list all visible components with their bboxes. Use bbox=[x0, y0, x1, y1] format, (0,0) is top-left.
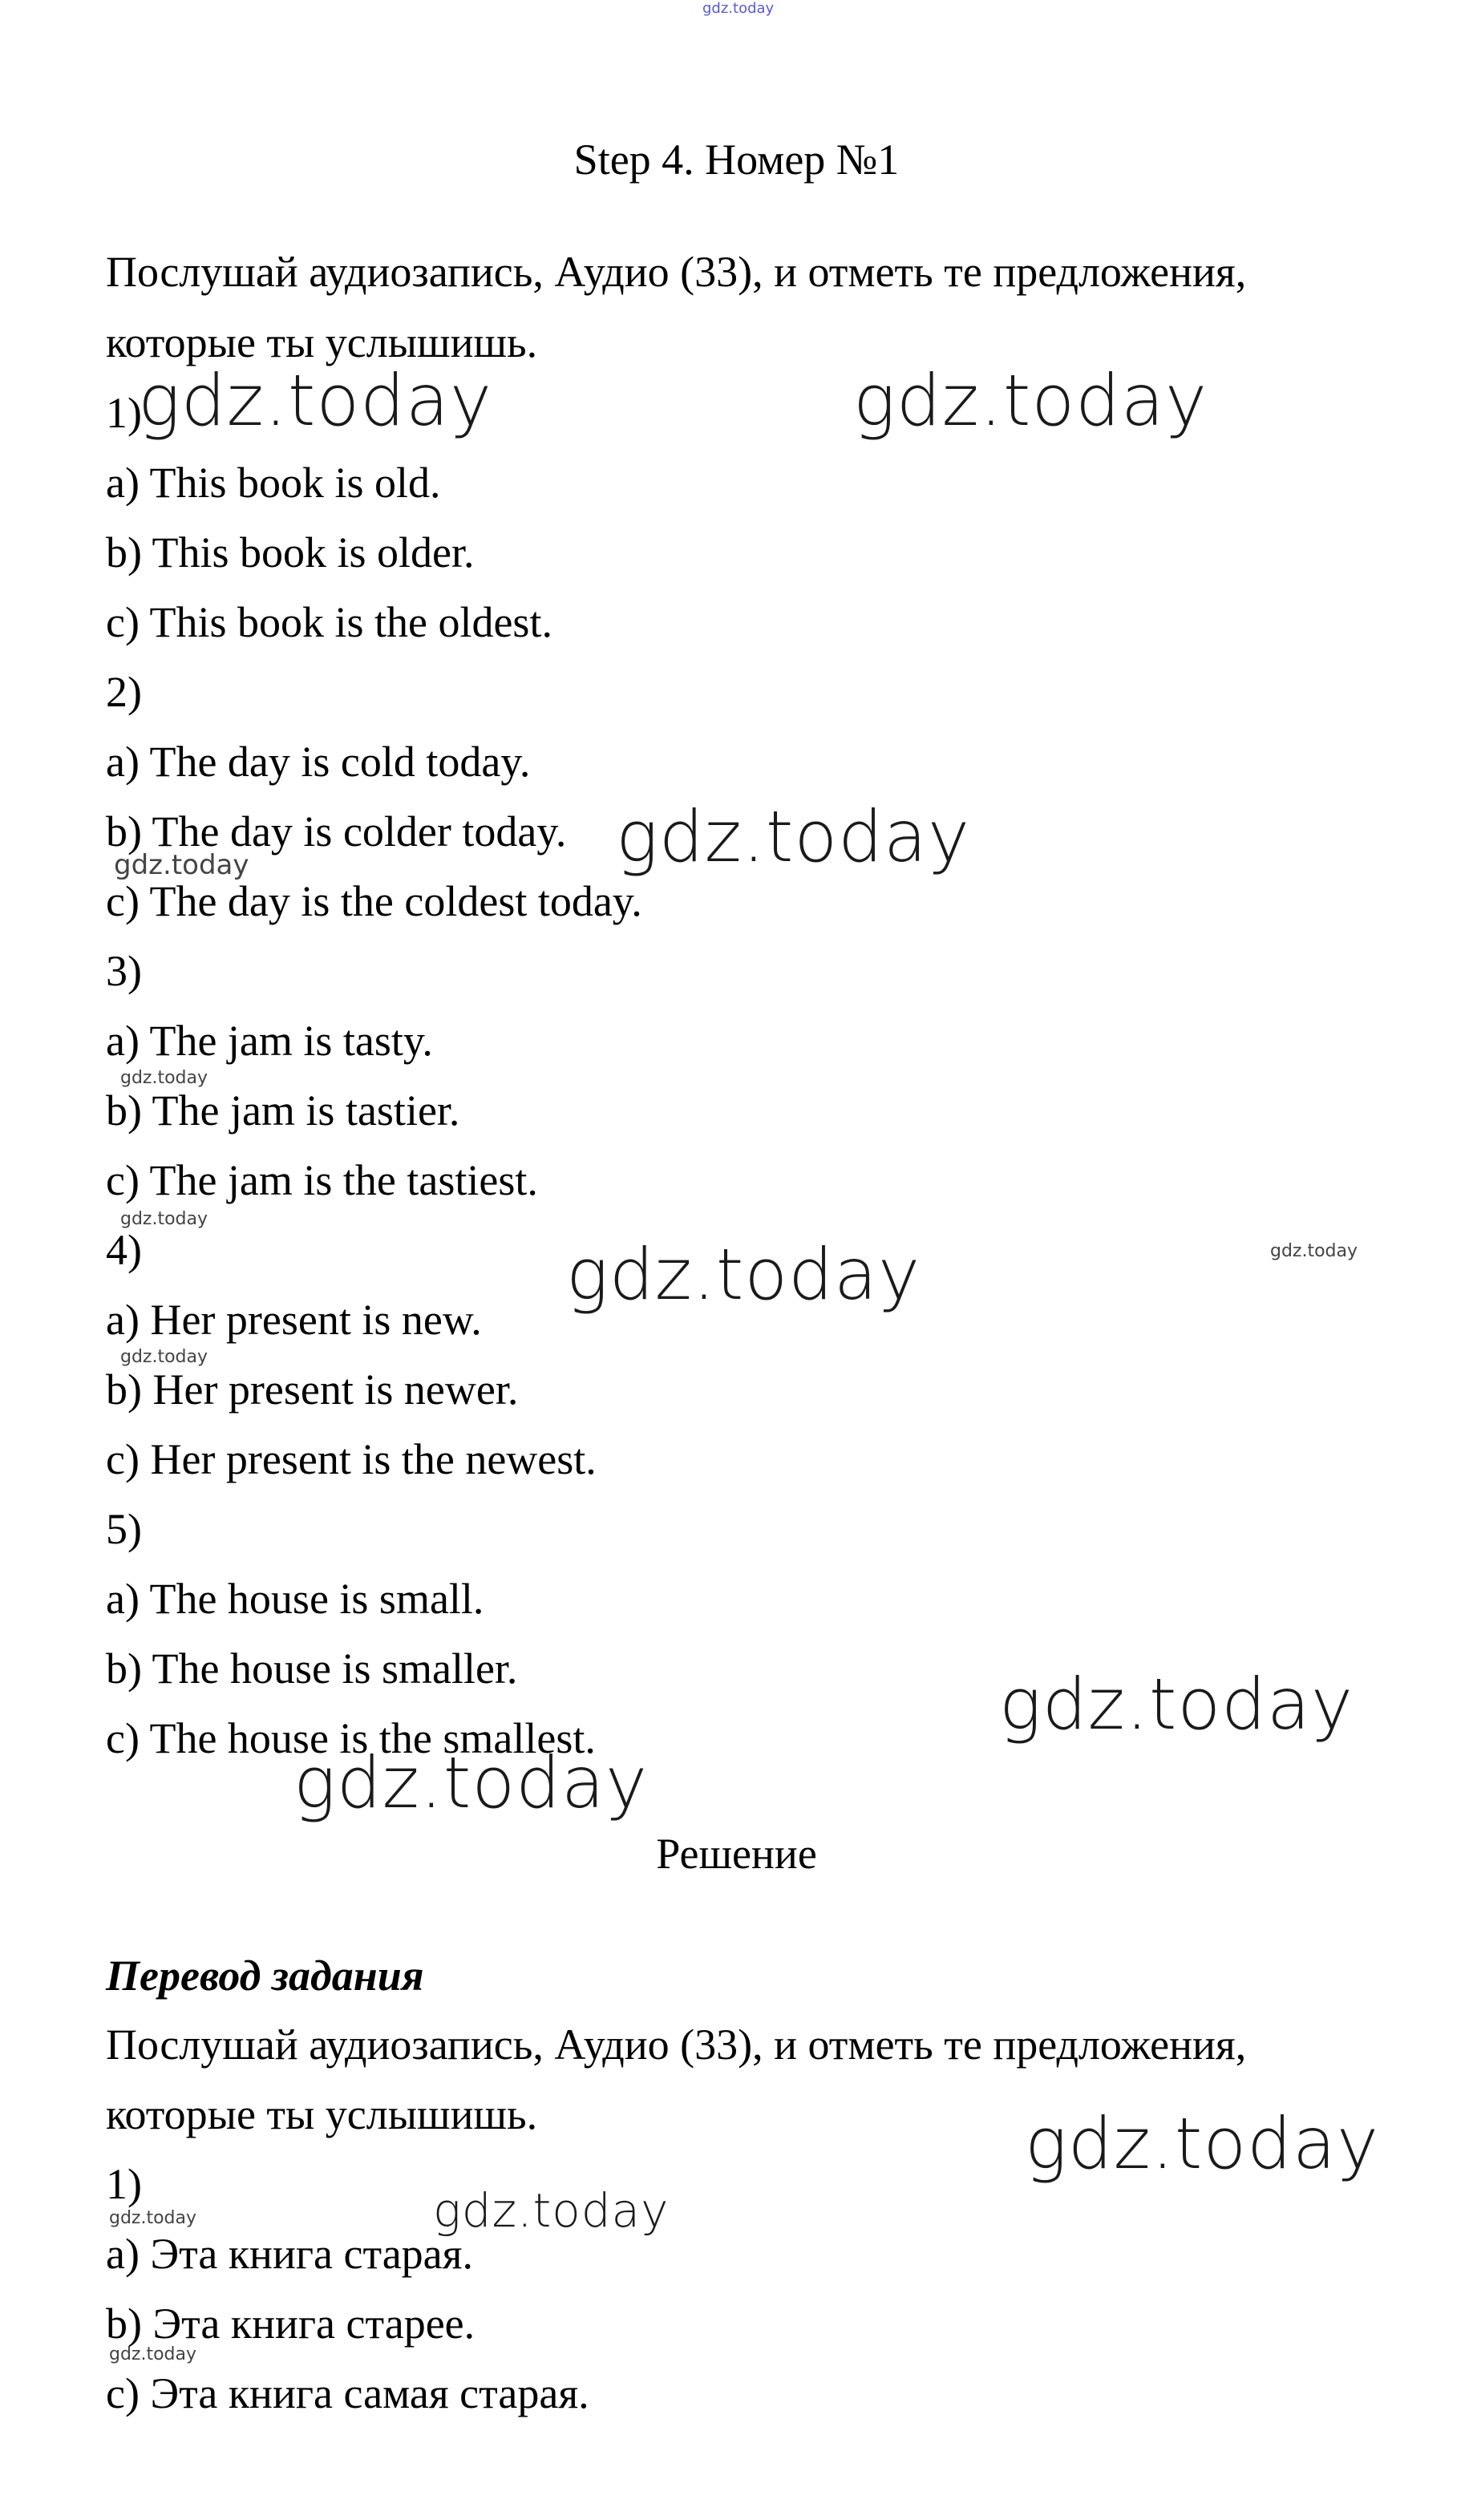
watermark-small: gdz.today bbox=[109, 2208, 197, 2228]
watermark-large: gdz.today bbox=[999, 1663, 1354, 1745]
group-4-option-b: b) Her present is newer. bbox=[106, 1365, 519, 1414]
group-4-number: 4) bbox=[106, 1226, 142, 1274]
watermark-large: gdz.today bbox=[138, 359, 493, 442]
watermark-small: gdz.today bbox=[1270, 1241, 1358, 1261]
solution-group-1-number: 1) bbox=[106, 2160, 142, 2208]
watermark-top: gdz.today bbox=[702, 0, 775, 17]
watermark-large: gdz.today bbox=[853, 359, 1208, 442]
watermark-small: gdz.today bbox=[120, 1347, 208, 1367]
group-3-option-b: b) The jam is tastier. bbox=[106, 1086, 460, 1135]
group-3-number: 3) bbox=[106, 947, 142, 995]
watermark-small: gdz.today bbox=[109, 2344, 197, 2364]
group-3-option-c: c) The jam is the tastiest. bbox=[106, 1156, 538, 1204]
watermark-small: gdz.today bbox=[120, 1209, 208, 1229]
group-1-number: 1) bbox=[106, 389, 142, 437]
translation-heading: Перевод задания bbox=[106, 1952, 424, 2000]
group-4-option-a: a) Her present is new. bbox=[106, 1296, 482, 1344]
watermark-large: gdz.today bbox=[1025, 2102, 1380, 2185]
watermark-large: gdz.today bbox=[293, 1741, 649, 1824]
solution-instruction-line-1: Послушай аудиозапись, Аудио (33), и отметь те предложения, bbox=[106, 2020, 1247, 2069]
watermark-medium: gdz.today bbox=[433, 2183, 670, 2238]
group-4-option-c: c) Her present is the newest. bbox=[106, 1435, 597, 1483]
watermark-large: gdz.today bbox=[566, 1233, 921, 1316]
group-1-option-a: a) This book is old. bbox=[106, 459, 441, 507]
watermark-small: gdz.today bbox=[114, 849, 249, 881]
page-title: Step 4. Номер №1 bbox=[573, 136, 900, 184]
solution-group-1-option-c: c) Эта книга самая старая. bbox=[106, 2369, 589, 2417]
watermark-small: gdz.today bbox=[120, 1068, 208, 1088]
group-2-option-b: b) The day is colder today. bbox=[106, 807, 567, 856]
group-2-number: 2) bbox=[106, 668, 142, 716]
group-2-option-c: c) The day is the coldest today. bbox=[106, 877, 642, 925]
group-5-option-c: c) The house is the smallest. bbox=[106, 1714, 596, 1762]
group-2-option-a: a) The day is cold today. bbox=[106, 738, 531, 786]
watermark-large: gdz.today bbox=[616, 795, 971, 878]
group-1-option-c: c) This book is the oldest. bbox=[106, 598, 552, 646]
task-instruction-line-1: Послушай аудиозапись, Аудио (33), и отметь те предложения, bbox=[106, 248, 1247, 296]
group-5-option-a: a) The house is small. bbox=[106, 1575, 484, 1623]
group-1-option-b: b) This book is older. bbox=[106, 528, 475, 576]
group-5-number: 5) bbox=[106, 1505, 142, 1553]
group-3-option-a: a) The jam is tasty. bbox=[106, 1017, 433, 1065]
task-instruction-line-2: которые ты услышишь. bbox=[106, 318, 538, 366]
solution-group-1-option-b: b) Эта книга старее. bbox=[106, 2300, 475, 2348]
group-5-option-b: b) The house is smaller. bbox=[106, 1644, 518, 1693]
solution-heading: Решение bbox=[656, 1830, 817, 1878]
solution-instruction-line-2: которые ты услышишь. bbox=[106, 2090, 538, 2138]
solution-group-1-option-a: a) Эта книга старая. bbox=[106, 2230, 473, 2278]
